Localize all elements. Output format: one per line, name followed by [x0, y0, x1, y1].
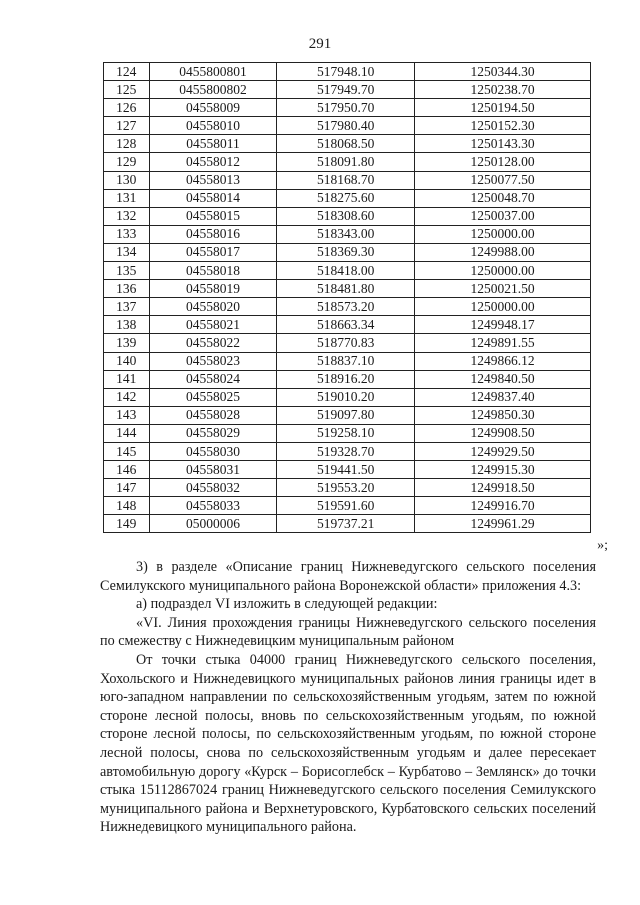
- point-id-cell: 0455800802: [149, 81, 277, 99]
- coord-y-cell: 1249850.30: [415, 406, 591, 424]
- point-id-cell: 04558024: [149, 370, 277, 388]
- point-id-cell: 04558025: [149, 388, 277, 406]
- row-number-cell: 128: [104, 135, 150, 153]
- table-row: [104, 515, 591, 533]
- coord-x-cell: 519553.20: [277, 479, 415, 497]
- row-number-cell: 143: [104, 406, 150, 424]
- table-row: [104, 189, 591, 207]
- point-id-cell: 04558030: [149, 442, 277, 460]
- table-row: [104, 63, 591, 81]
- point-id-cell: 0455800801: [149, 63, 277, 81]
- table-row: [104, 352, 591, 370]
- table-row: [104, 99, 591, 117]
- coord-x-cell: 519591.60: [277, 497, 415, 515]
- coord-x-cell: 518770.83: [277, 334, 415, 352]
- page-number: 291: [308, 36, 332, 52]
- closing-quote: »;: [597, 538, 608, 553]
- point-id-cell: 04558015: [149, 207, 277, 225]
- coord-x-cell: 519010.20: [277, 388, 415, 406]
- coord-y-cell: 1250344.30: [415, 63, 591, 81]
- coord-y-cell: 1250238.70: [415, 81, 591, 99]
- row-number-cell: 124: [104, 63, 150, 81]
- row-number-cell: 141: [104, 370, 150, 388]
- coord-x-cell: 518091.80: [277, 153, 415, 171]
- table-row: [104, 81, 591, 99]
- coord-x-cell: 518068.50: [277, 135, 415, 153]
- coord-x-cell: 519737.21: [277, 515, 415, 533]
- coord-x-cell: 518275.60: [277, 189, 415, 207]
- row-number-cell: 132: [104, 207, 150, 225]
- table-row: [104, 461, 591, 479]
- table-row: [104, 135, 591, 153]
- coord-y-cell: 1250037.00: [415, 207, 591, 225]
- row-number-cell: 125: [104, 81, 150, 99]
- row-number-cell: 131: [104, 189, 150, 207]
- row-number-cell: 129: [104, 153, 150, 171]
- row-number-cell: 134: [104, 243, 150, 261]
- point-id-cell: 04558009: [149, 99, 277, 117]
- row-number-cell: 147: [104, 479, 150, 497]
- coord-y-cell: 1250021.50: [415, 280, 591, 298]
- row-number-cell: 138: [104, 316, 150, 334]
- row-number-cell: 139: [104, 334, 150, 352]
- table-row: [104, 370, 591, 388]
- coord-x-cell: 518369.30: [277, 243, 415, 261]
- coord-y-cell: 1249929.50: [415, 442, 591, 460]
- coord-y-cell: 1249840.50: [415, 370, 591, 388]
- coord-y-cell: 1249915.30: [415, 461, 591, 479]
- body-text: [100, 558, 596, 837]
- table-row: [104, 316, 591, 334]
- coord-y-cell: 1249948.17: [415, 316, 591, 334]
- table-row: [104, 225, 591, 243]
- coord-x-cell: 518573.20: [277, 298, 415, 316]
- row-number-cell: 133: [104, 225, 150, 243]
- coord-y-cell: 1249908.50: [415, 424, 591, 442]
- point-id-cell: 04558033: [149, 497, 277, 515]
- table-row: [104, 243, 591, 261]
- row-number-cell: 146: [104, 461, 150, 479]
- coord-x-cell: 517949.70: [277, 81, 415, 99]
- point-id-cell: 04558023: [149, 352, 277, 370]
- table-row: [104, 153, 591, 171]
- coord-y-cell: 1249918.50: [415, 479, 591, 497]
- coord-y-cell: 1250000.00: [415, 298, 591, 316]
- point-id-cell: 04558020: [149, 298, 277, 316]
- point-id-cell: 04558017: [149, 243, 277, 261]
- coord-y-cell: 1250194.50: [415, 99, 591, 117]
- point-id-cell: 04558010: [149, 117, 277, 135]
- table-row: [104, 280, 591, 298]
- coord-x-cell: 518916.20: [277, 370, 415, 388]
- point-id-cell: 04558018: [149, 262, 277, 280]
- table-row: [104, 298, 591, 316]
- coord-x-cell: 518418.00: [277, 262, 415, 280]
- row-number-cell: 126: [104, 99, 150, 117]
- coord-y-cell: 1249891.55: [415, 334, 591, 352]
- row-number-cell: 127: [104, 117, 150, 135]
- point-id-cell: 04558014: [149, 189, 277, 207]
- row-number-cell: 142: [104, 388, 150, 406]
- point-id-cell: 04558028: [149, 406, 277, 424]
- point-id-cell: 05000006: [149, 515, 277, 533]
- coord-x-cell: 517980.40: [277, 117, 415, 135]
- point-id-cell: 04558019: [149, 280, 277, 298]
- table-row: [104, 388, 591, 406]
- table-row: [104, 479, 591, 497]
- point-id-cell: 04558011: [149, 135, 277, 153]
- coord-x-cell: 518663.34: [277, 316, 415, 334]
- coord-x-cell: 519441.50: [277, 461, 415, 479]
- coord-y-cell: 1250077.50: [415, 171, 591, 189]
- coord-y-cell: 1250000.00: [415, 262, 591, 280]
- table-row: [104, 171, 591, 189]
- coord-x-cell: 519258.10: [277, 424, 415, 442]
- coord-y-cell: 1250128.00: [415, 153, 591, 171]
- row-number-cell: 136: [104, 280, 150, 298]
- coord-x-cell: 518168.70: [277, 171, 415, 189]
- point-id-cell: 04558022: [149, 334, 277, 352]
- point-id-cell: 04558012: [149, 153, 277, 171]
- coord-x-cell: 517948.10: [277, 63, 415, 81]
- coord-y-cell: 1250000.00: [415, 225, 591, 243]
- table-row: [104, 406, 591, 424]
- row-number-cell: 149: [104, 515, 150, 533]
- table-row: [104, 442, 591, 460]
- coord-x-cell: 518343.00: [277, 225, 415, 243]
- table-row: [104, 117, 591, 135]
- coord-y-cell: 1250152.30: [415, 117, 591, 135]
- coord-y-cell: 1250143.30: [415, 135, 591, 153]
- table-row: [104, 497, 591, 515]
- table-row: [104, 207, 591, 225]
- coord-y-cell: 1249961.29: [415, 515, 591, 533]
- table-row: [104, 334, 591, 352]
- row-number-cell: 130: [104, 171, 150, 189]
- row-number-cell: 137: [104, 298, 150, 316]
- point-id-cell: 04558016: [149, 225, 277, 243]
- coord-y-cell: 1250048.70: [415, 189, 591, 207]
- coord-y-cell: 1249988.00: [415, 243, 591, 261]
- paragraph-section-title: «VI. Линия прохождения границы Нижневедугского сельского поселения по смежеству с Нижнедевицким муниципальным районом: [100, 614, 596, 650]
- coord-x-cell: 519097.80: [277, 406, 415, 424]
- paragraph-boundary-description: От точки стыка 04000 границ Нижневедугского сельского поселения, Хохольского и Нижнедевицкого муниципальных районов линия границы идет в юго-западном направлении по сельскохозяйственным угодьям, затем по южной стороне лесной полосы, вновь по сельскохозяйственным угодьям, по южной стороне лесной полосы, по сельскохозяйственным угодьям, по южной стороне лесной полосы, снова по сельскохозяйственным угодьям и далее пересекает автомобильную дорогу «Курск – Борисоглебск – Курбатово – Землянск» до точки стыка 15112867024 границ Нижневедугского сельского поселения Семилукского муниципального района и Верхнетуровского, Курбатовского сельских поселений Нижнедевицкого муниципального района.: [100, 651, 596, 836]
- row-number-cell: 140: [104, 352, 150, 370]
- coordinates-table: [103, 62, 591, 533]
- row-number-cell: 135: [104, 262, 150, 280]
- row-number-cell: 145: [104, 442, 150, 460]
- coord-x-cell: 518837.10: [277, 352, 415, 370]
- table-row: [104, 262, 591, 280]
- paragraph-subsection-a: а) подраздел VI изложить в следующей редакции:: [136, 596, 438, 613]
- coord-x-cell: 519328.70: [277, 442, 415, 460]
- coord-x-cell: 518481.80: [277, 280, 415, 298]
- row-number-cell: 144: [104, 424, 150, 442]
- point-id-cell: 04558013: [149, 171, 277, 189]
- point-id-cell: 04558032: [149, 479, 277, 497]
- point-id-cell: 04558021: [149, 316, 277, 334]
- row-number-cell: 148: [104, 497, 150, 515]
- coord-y-cell: 1249837.40: [415, 388, 591, 406]
- coord-x-cell: 518308.60: [277, 207, 415, 225]
- point-id-cell: 04558029: [149, 424, 277, 442]
- coord-x-cell: 517950.70: [277, 99, 415, 117]
- coord-y-cell: 1249916.70: [415, 497, 591, 515]
- paragraph-item-3: 3) в разделе «Описание границ Нижневедугского сельского поселения Семилукского муниципального района Воронежской области» приложения 4.3:: [100, 559, 596, 594]
- table-row: [104, 424, 591, 442]
- coord-y-cell: 1249866.12: [415, 352, 591, 370]
- point-id-cell: 04558031: [149, 461, 277, 479]
